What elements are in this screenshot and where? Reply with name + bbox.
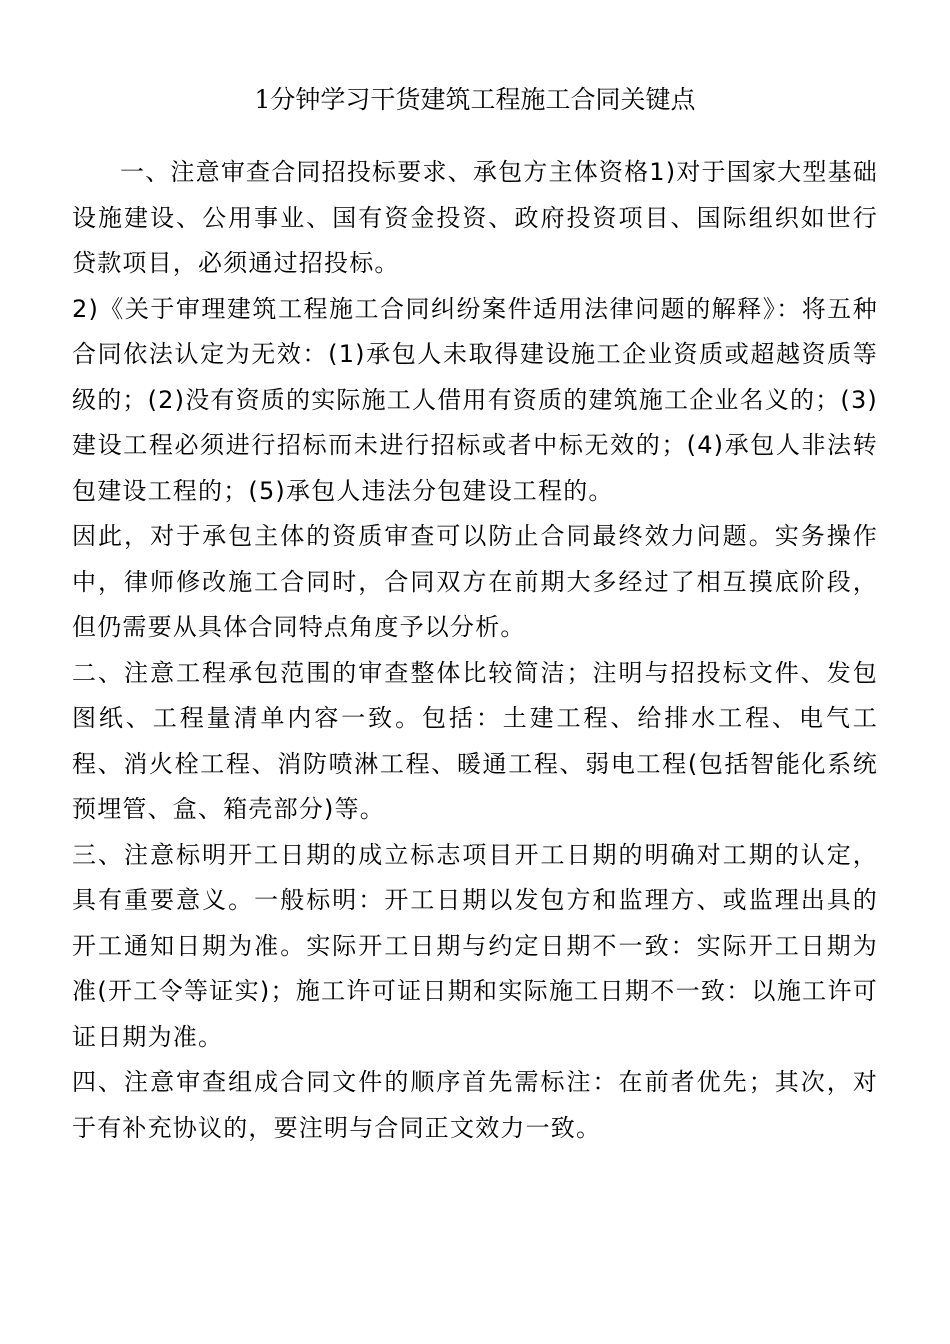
paragraph-section-2: 二、注意工程承包范围的审查整体比较简洁；注明与招投标文件、发包图纸、工程量清单内容一致。包括：土建工程、给排水工程、电气工程、消火栓工程、消防喷淋工程、暖通工程、弱电工程(包括智能化系统预埋管、盒、箱壳部分)等。	[72, 658, 878, 823]
paragraph-qualification-review: 因此，对于承包主体的资质审查可以防止合同最终效力问题。实务操作中，律师修改施工合同时，合同双方在前期大多经过了相互摸底阶段，但仍需要从具体合同特点角度予以分析。	[72, 522, 878, 641]
paragraph-section-1: 一、注意审查合同招投标要求、承包方主体资格1)对于国家大型基础设施建设、公用事业、国有资金投资、政府投资项目、国际组织如世行贷款项目，必须通过招投标。	[72, 158, 878, 277]
document-body	[72, 150, 878, 1151]
document-title: 1分钟学习干货建筑工程施工合同关键点	[254, 85, 696, 114]
paragraph-invalid-contracts: 2)《关于审理建筑工程施工合同纠纷案件适用法律问题的解释》：将五种合同依法认定为无效：(1)承包人未取得建设施工企业资质或超越资质等级的；(2)没有资质的实际施工人借用有资质的建筑施工企业名义的；(3)建设工程必须进行招标而未进行招标或者中标无效的；(4)承包人非法转包建设工程的；(5)承包人违法分包建设工程的。	[72, 294, 878, 505]
paragraph-section-4: 四、注意审查组成合同文件的顺序首先需标注：在前者优先；其次，对于有补充协议的，要注明与合同正文效力一致。	[72, 1068, 878, 1142]
paragraph-section-3: 三、注意标明开工日期的成立标志项目开工日期的明确对工期的认定，具有重要意义。一般标明：开工日期以发包方和监理方、或监理出具的开工通知日期为准。实际开工日期与约定日期不一致：实际开工日期为准(开工令等证实)；施工许可证日期和实际施工日期不一致：以施工许可证日期为准。	[72, 840, 878, 1051]
